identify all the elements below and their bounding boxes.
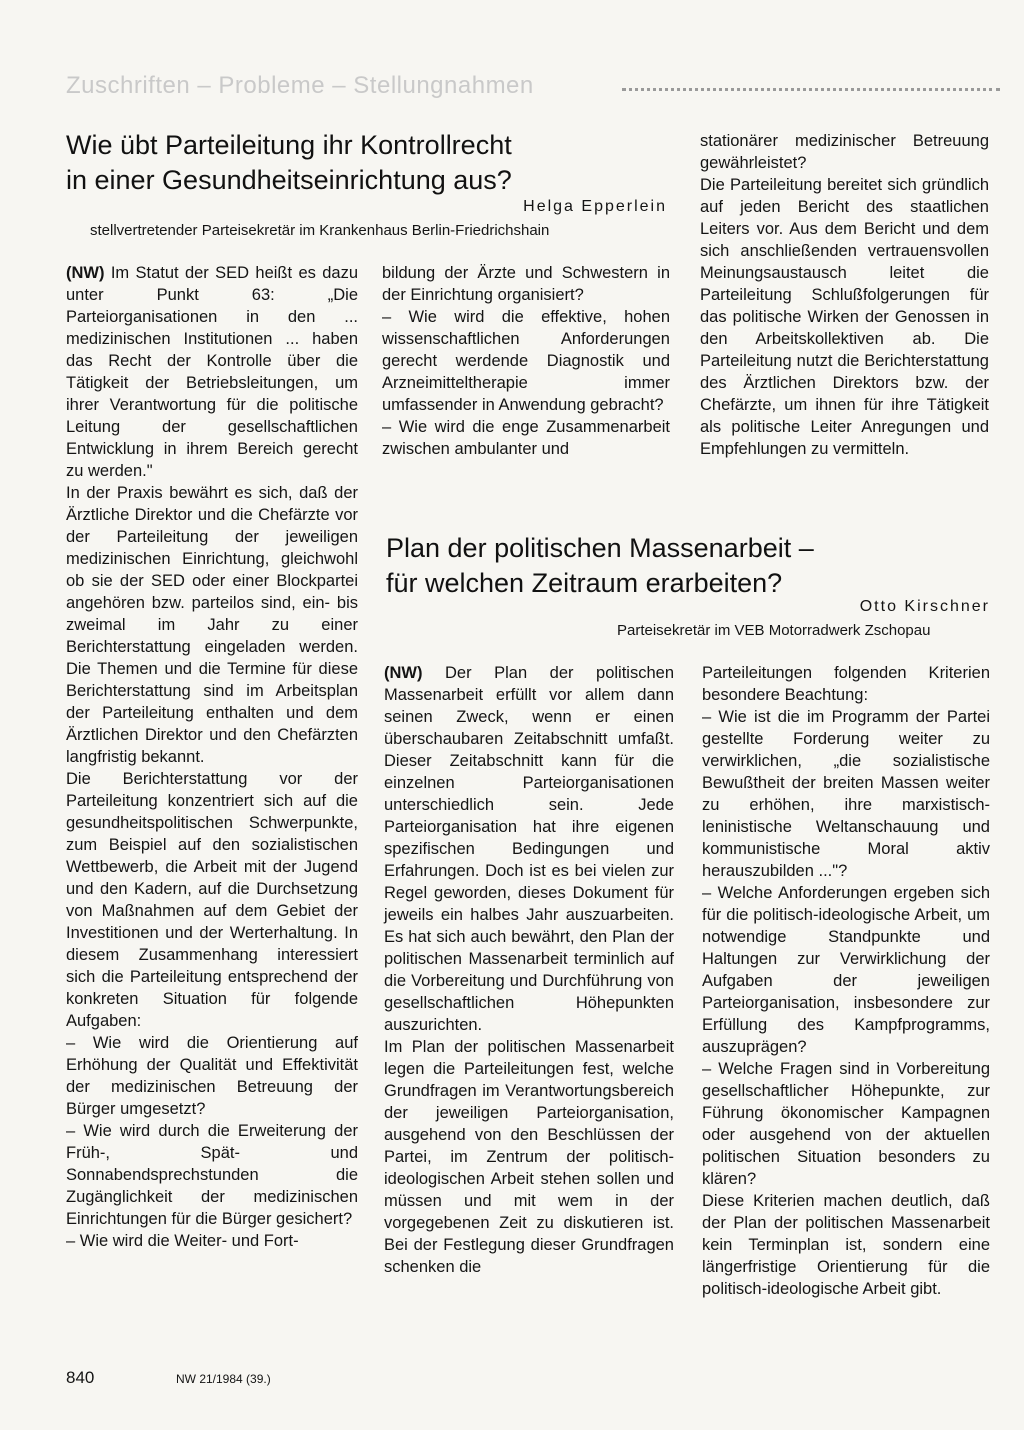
lead-tag: (NW) — [66, 264, 105, 282]
lead-tag: (NW) — [384, 664, 423, 682]
issue-label: NW 21/1984 (39.) — [176, 1372, 271, 1386]
article2-author-name: Otto Kirschner — [859, 598, 990, 615]
paragraph: – Welche Anforderungen ergeben sich für die politisch-ideologische Arbeit, um notwendige Standpunkte und Haltungen zur Verwirklichung der Aufgaben der jeweiligen Parteiorganisation, insbesondere zur Erfüllung des Kampfprogramms, auszuprägen? — [702, 884, 990, 1056]
article2-author-role: Parteisekretär im VEB Motorradwerk Zschopau — [617, 622, 931, 639]
paragraph: – Wie wird durch die Erweiterung der Früh-, Spät- und Sonnabendsprechstunden die Zugänglichkeit der medizinischen Einrichtungen für die Bürger gesichert? — [66, 1122, 358, 1228]
section-header: Zuschriften – Probleme – Stellungnahmen — [66, 72, 534, 99]
paragraph: – Wie ist die im Programm der Partei gestellte Forderung weiter zu verwirklichen, „die sozialistische Bewußtheit der breiten Massen weiter zu erhöhen, ihre marxistisch-leninistische Weltanschauung und kommunistische Moral aktiv herauszubilden ..."? — [702, 708, 990, 880]
paragraph: Die Berichterstattung vor der Parteileitung konzentriert sich auf die gesundheitspolitischen Schwerpunkte, zum Beispiel auf den sozialistischen Wettbewerb, die Arbeit mit der Jugend und den Kadern, auf die Durchsetzung von Maßnahmen auf dem Gebiet der Investitionen und der Werterhaltung. In diesem Zusammenhang interessiert sich die Parteileitung entsprechend der konkreten Situation für folgende Aufgaben: — [66, 770, 358, 1030]
paragraph: Die Parteileitung bereitet sich gründlich auf jeden Bericht des staatlichen Leiters vor. Aus dem Bericht und dem sich anschließenden vertrauensvollen Meinungsaustausch leitet die Parteileitung Schlußfolgerungen für das politische Wirken der Genossen in den Arbeitskollektiven ab. Die Parteileitung nutzt die Berichterstattung des Ärztlichen Direktors bzw. der Chefärzte, um ihnen für ihre Tätigkeit als politische Leiter Anregungen und Empfehlungen zu vermitteln. — [700, 176, 989, 458]
paragraph: – Wie wird die effektive, hohen wissenschaftlichen Anforderungen gerecht werdende Diagnostik und Arzneimitteltherapie immer umfassender in Anwendung gebracht? — [382, 308, 670, 414]
article1-author-name: Helga Epperlein — [523, 198, 667, 215]
article2-headline-line1: Plan der politischen Massenarbeit – — [386, 533, 814, 563]
paragraph: – Wie wird die Weiter- und Fort- — [66, 1232, 299, 1250]
paragraph: (NW) Der Plan der politischen Massenarbeit erfüllt vor allem dann seinen Zweck, wenn er einen überschaubaren Zeitabschnitt umfaßt. Dieser Zeitabschnitt kann für die einzelnen Parteiorganisationen unterschiedlich sein. Jede Parteiorganisation hat ihre eigenen spezifischen Bedingungen und Erfahrungen. Doch ist es bei vielen zur Regel geworden, dieses Dokument für jeweils ein halbes Jahr auszuarbeiten. Es hat sich auch bewährt, den Plan der politischen Massenarbeit terminlich auf die Vorbereitung und Durchführung von gesellschaftlichen Höhepunkten auszurichten. — [384, 664, 674, 1034]
paragraph: In der Praxis bewährt es sich, daß der Ärztliche Direktor und die Chefärzte vor der Parteileitung der jeweiligen medizinischen Einrichtung, gleichwohl ob sie der SED oder einer Blockpartei angehören bzw. parteilos sind, ein- bis zweimal im Jahr zu einer Berichterstattung eingeladen werden. Die Themen und die Termine für diese Berichterstattung sind im Arbeitsplan der Parteileitung enthalten und dem Ärztlichen Direktor und den Chefärzten langfristig bekannt. — [66, 484, 358, 766]
paragraph: Im Plan der politischen Massenarbeit legen die Parteileitungen fest, welche Grundfragen im Verantwortungsbereich der jeweiligen Parteiorganisation, ausgehend von den Beschlüssen der Partei, im Zentrum der politisch-ideologischen Arbeit stehen sollen und müssen und mit wem in der vorgegebenen Zeit zu diskutieren ist. Bei der Festlegung dieser Grundfragen schenken die — [384, 1038, 674, 1276]
paragraph: Parteileitungen folgenden Kriterien besondere Beachtung: — [702, 664, 990, 704]
header-rule — [622, 88, 1000, 91]
paragraph: – Wie wird die enge Zusammenarbeit zwischen ambulanter und — [382, 418, 670, 458]
article2-column-2 — [702, 662, 990, 1300]
page-number: 840 — [66, 1368, 95, 1387]
article1-column-3 — [700, 130, 989, 460]
paragraph: – Welche Fragen sind in Vorbereitung gesellschaftlicher Höhepunkte, zur Führung ökonomischer Kampagnen oder ausgehend von der aktuellen politischen Situation besonders zu klären? — [702, 1060, 990, 1188]
paragraph: – Wie wird die Orientierung auf Erhöhung der Qualität und Effektivität der medizinischen Betreuung der Bürger umgesetzt? — [66, 1034, 358, 1118]
article2-column-1 — [384, 662, 674, 1278]
paragraph: stationärer medizinischer Betreuung gewährleistet? — [700, 132, 989, 172]
paragraph: Diese Kriterien machen deutlich, daß der Plan der politischen Massenarbeit kein Terminplan ist, sondern eine längerfristige Orientierung für die politisch-ideologische Arbeit gibt. — [702, 1192, 990, 1298]
paragraph: bildung der Ärzte und Schwestern in der Einrichtung organisiert? — [382, 264, 670, 304]
article2-headline-line2: für welchen Zeitraum erarbeiten? — [386, 568, 783, 598]
paragraph: (NW) Im Statut der SED heißt es dazu unter Punkt 63: „Die Parteiorganisationen in den ... medizinischen Institutionen ... haben das Recht der Kontrolle über die Tätigkeit der Betriebsleitungen, um ihrer Verantwortung für die politische Leitung der gesellschaftlichen Entwicklung in ihrem Bereich gerecht zu werden." — [66, 264, 358, 480]
article1-headline-line2: in einer Gesundheitseinrichtung aus? — [66, 165, 512, 195]
article1-author-role: stellvertretender Parteisekretär im Krankenhaus Berlin-Friedrichshain — [90, 222, 550, 239]
article1-headline-line1: Wie übt Parteileitung ihr Kontrollrecht — [66, 130, 512, 160]
article1-column-2 — [382, 262, 670, 460]
article1-column-1 — [66, 262, 358, 1252]
